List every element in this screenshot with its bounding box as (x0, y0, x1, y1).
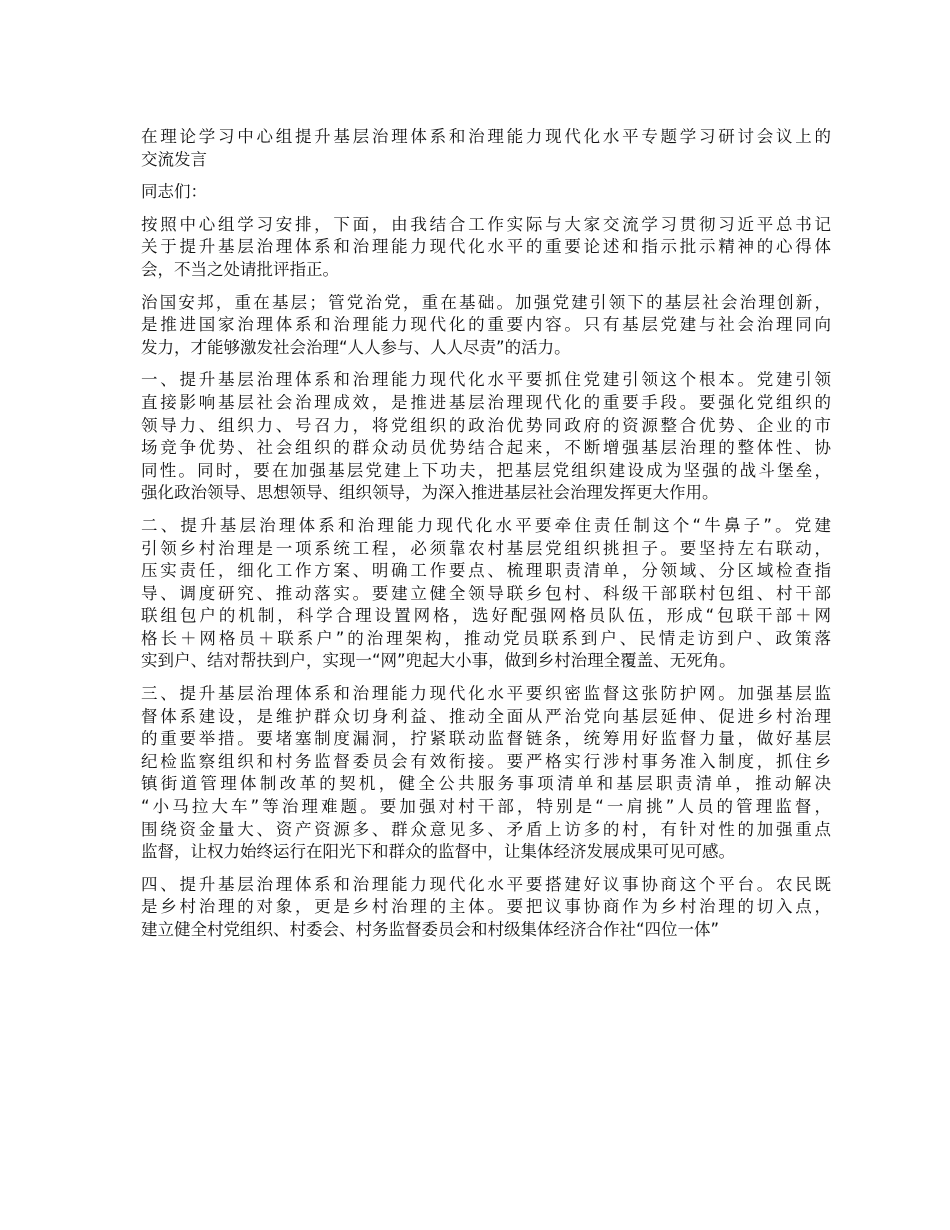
text-line: 治国安邦，重在基层；管党治党，重在基础。加强党建引领下的基层社会治理创新， (141, 292, 831, 312)
text-line: 建立健全村党组织、村委会、村务监督委员会和村级集体经济合作社“四位一体” (141, 920, 720, 939)
paragraph-section-3 (141, 683, 831, 864)
text-line: 督体系建设，是维护群众切身利益、推动全面从严治党向基层延伸、促进乡村治理 (141, 706, 831, 726)
document-body (141, 126, 831, 952)
text-line: 引领乡村治理是一项系统工程，必须靠农村基层党组织挑担子。要坚持左右联动， (141, 538, 831, 558)
text-line: 是推进国家治理体系和治理能力现代化的重要内容。只有基层党建与社会治理同向 (141, 315, 831, 335)
text-line: 纪检监察组织和村务监督委员会有效衔接。要严格实行涉村事务准入制度，抓住乡 (141, 751, 831, 771)
text-line: 压实责任，细化工作方案、明确工作要点、梳理职责清单，分领域、分区域检查指 (141, 561, 831, 581)
text-line: 二、提升基层治理体系和治理能力现代化水平要牵住责任制这个“牛鼻子”。党建 (141, 515, 831, 535)
text-line: 围绕资金量大、资产资源多、群众意见多、矛盾上访多的村，有针对性的加强重点 (141, 819, 831, 839)
text-line: 三、提升基层治理体系和治理能力现代化水平要织密监督这张防护网。加强基层监 (141, 684, 831, 704)
text-line: 联组包户的机制，科学合理设置网格，选好配强网格员队伍，形成“包联干部＋网 (141, 606, 831, 626)
text-line: 同志们： (141, 182, 207, 202)
text-line: 按照中心组学习安排，下面，由我结合工作实际与大家交流学习贯彻习近平总书记 (141, 214, 831, 234)
text-line: 场竞争优势、社会组织的群众动员优势结合起来，不断增强基层治理的整体性、协 (141, 438, 831, 458)
text-line: 监督，让权力始终运行在阳光下和群众的监督中，让集体经济发展成果可见可感。 (141, 842, 735, 862)
text-line: 会，不当之处请批评指正。 (141, 259, 339, 279)
paragraph-intro (141, 214, 831, 282)
text-line: 四、提升基层治理体系和治理能力现代化水平要搭建好议事协商这个平台。农民既 (141, 874, 831, 894)
text-line: 关于提升基层治理体系和治理能力现代化水平的重要论述和指示批示精神的心得体 (141, 237, 831, 257)
document-title (141, 126, 831, 171)
text-line: 镇街道管理体制改革的契机，健全公共服务事项清单和基层职责清单，推动解决 (141, 774, 831, 794)
text-line: 实到户、结对帮扶到户，实现一“网”兜起大小事，做到乡村治理全覆盖、无死角。 (141, 651, 736, 671)
text-line: 格长＋网格员＋联系户”的治理架构，推动党员联系到户、民情走访到户、政策落 (141, 628, 831, 648)
text-line: “小马拉大车”等治理难题。要加强对村干部，特别是“一肩挑”人员的管理监督， (141, 797, 831, 817)
paragraph-section-4 (141, 874, 831, 942)
text-line: 是乡村治理的对象，更是乡村治理的主体。要把议事协商作为乡村治理的切入点， (141, 897, 831, 917)
text-line: 领导力、组织力、号召力，将党组织的政治优势同政府的资源整合优势、企业的市 (141, 415, 831, 435)
text-line: 发力，才能够激发社会治理“人人参与、人人尽责”的活力。 (141, 337, 571, 357)
text-line: 导、调度研究、推动落实。要建立健全领导联乡包村、科级干部联村包组、村干部 (141, 583, 831, 603)
title-line: 在理论学习中心组提升基层治理体系和治理能力现代化水平专题学习研讨会议上的 (141, 127, 831, 146)
text-line: 同性。同时，要在加强基层党建上下功夫，把基层党组织建设成为坚强的战斗堡垒， (141, 460, 831, 480)
paragraph-section-2 (141, 515, 831, 673)
title-line: 交流发言 (141, 149, 207, 169)
text-line: 一、提升基层治理体系和治理能力现代化水平要抓住党建引领这个根本。党建引领 (141, 370, 831, 390)
paragraph-governance (141, 292, 831, 360)
text-line: 直接影响基层社会治理成效，是推进基层治理现代化的重要手段。要强化党组织的 (141, 392, 831, 412)
text-line: 的重要举措。要堵塞制度漏洞，拧紧联动监督链条，统筹用好监督力量，做好基层 (141, 729, 831, 749)
paragraph-section-1 (141, 369, 831, 505)
text-line: 强化政治领导、思想领导、组织领导，为深入推进基层社会治理发挥更大作用。 (141, 483, 719, 503)
salutation (141, 181, 831, 204)
